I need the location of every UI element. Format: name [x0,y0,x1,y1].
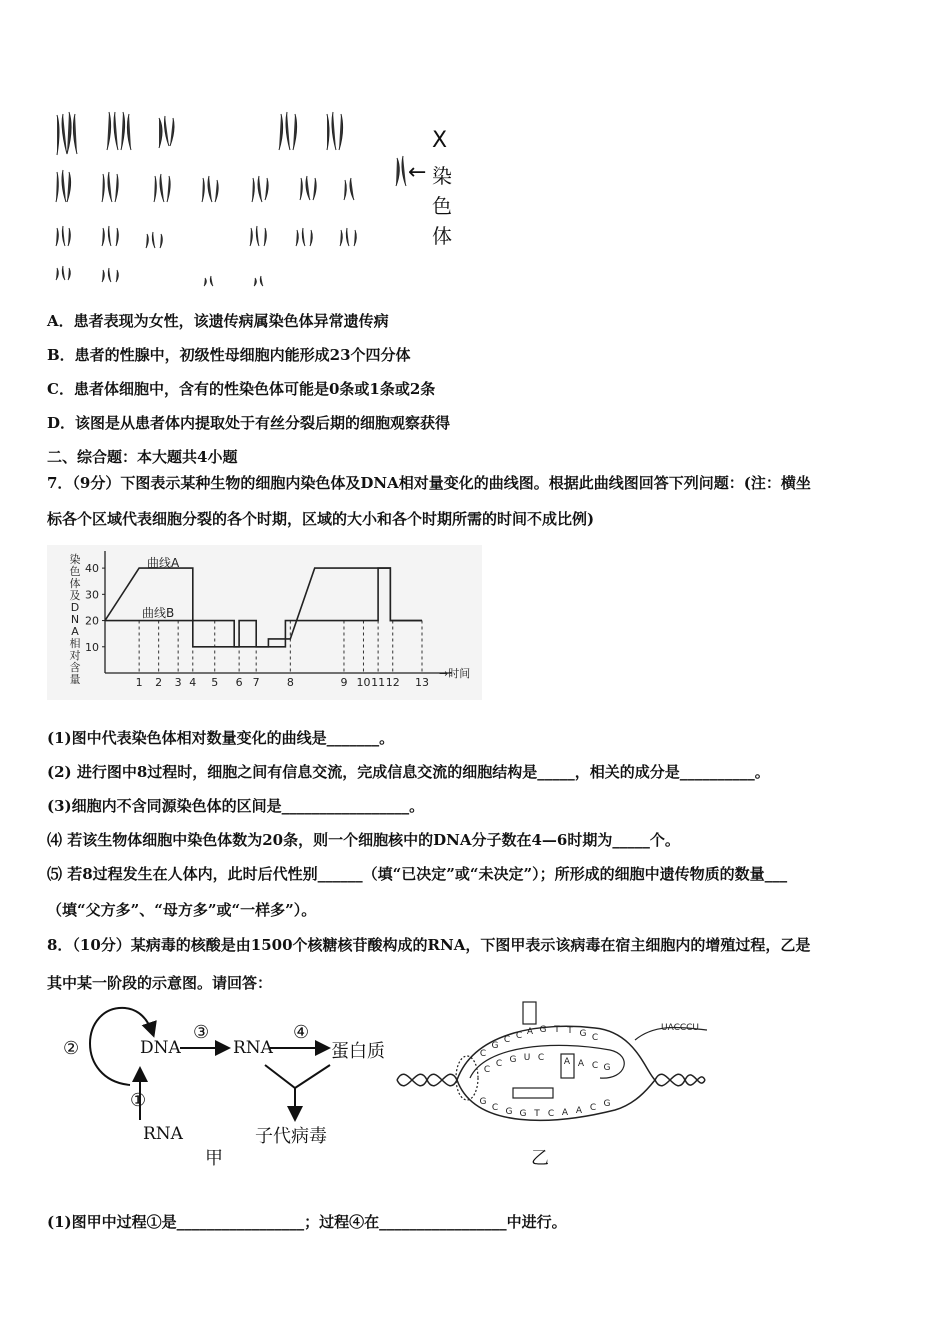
top-base-2: G [491,1041,499,1051]
option-a: A．患者表现为女性，该遗传病属染色体异常遗传病 [47,312,389,330]
top-base-8: T [567,1026,573,1036]
rna-base-2: C [495,1059,503,1069]
top-base-7: T [554,1025,560,1035]
diagram-jia-arrows [55,1000,395,1170]
q8-sub1: (1)图甲中过程①是_________________；过程④在_________________中进行。 [47,1213,567,1231]
rna-base-9: G [603,1063,611,1073]
rna-base-1: C [483,1065,491,1075]
label-char-2: 色 [432,194,452,218]
x-tick-label-12: 12 [385,676,400,689]
bottom-base-3: G [505,1107,513,1117]
karyotype-figure [47,100,467,295]
y-axis-label-char: 对 [69,649,81,662]
bottom-base-7: A [561,1108,569,1118]
bottom-base-2: C [491,1103,499,1113]
x-tick-label-7: 7 [252,676,260,689]
y-axis-label-char: 含 [69,661,81,674]
option-c: C．患者体细胞中，含有的性染色体可能是0条或1条或2条 [47,380,436,398]
q8-stem-line1: 8．（10分）某病毒的核酸是由1500个核糖核苷酸构成的RNA，下图甲表示该病毒在宿主细胞内的增殖过程，乙是 [47,936,811,954]
process-4-label: ④ [293,1022,310,1043]
rna-base-3: G [509,1055,517,1065]
y-axis-label-char: D [70,601,80,614]
option-d: D．该图是从患者体内提取处于有丝分裂后期的细胞观察获得 [47,414,451,432]
offspring-virus-node: 子代病毒 [255,1126,327,1147]
top-base-10: C [591,1033,599,1043]
process-1-label: ① [130,1090,147,1111]
bottom-base-9: C [589,1103,597,1113]
q8-stem-line2: 其中某一阶段的示意图。请回答： [47,974,273,992]
diagram-yi [395,1000,715,1170]
rna-bottom-node: RNA [143,1124,183,1144]
top-base-4: C [515,1031,523,1041]
x-axis-label: →时间 [439,667,471,680]
q7-sub5-line1: ⑸ 若8过程发生在人体内，此时后代性别______（填“已决定”或“未决定”）；所形成的细胞中遗传物质的数量___ [47,865,788,883]
q7-sub1: (1)图中代表染色体相对数量变化的曲线是_______。 [47,729,395,747]
x-tick-label-5: 5 [211,676,219,689]
chart-svg [47,545,482,700]
process-2-label: ② [63,1038,80,1059]
y-axis-label-char: 及 [69,589,81,602]
caption-jia: 甲 [205,1148,223,1169]
bottom-base-8: A [575,1106,583,1116]
protein-node: 蛋白质 [331,1041,385,1062]
top-base-9: G [579,1029,587,1039]
y-tick-label-30: 30 [85,588,99,602]
rna-base-7: A [577,1059,585,1069]
y-axis-label-char: A [71,625,79,638]
chromosome-dna-chart [47,545,482,700]
q7-sub4: ⑷ 若该生物体细胞中染色体数为20条，则一个细胞核中的DNA分子数在4—6时期为_____个。 [47,831,680,849]
x-tick-label-13: 13 [415,676,429,689]
top-base-6: G [539,1025,547,1035]
diagram-jia [55,1000,395,1170]
y-tick-label-20: 20 [85,614,99,628]
x-tick-label-10: 10 [356,676,371,689]
caption-yi: 乙 [531,1148,549,1169]
y-axis-label-char: 色 [69,565,81,578]
x-tick-label-2: 2 [155,676,163,689]
x-chromosome-arrow: ← [408,160,427,185]
series-label-2: 曲线B [142,606,175,620]
bottom-base-1: G [479,1097,487,1107]
process-3-label: ③ [193,1022,210,1043]
rna-base-4: U [523,1053,531,1063]
label-char-3: 体 [432,224,452,248]
y-axis-label-char: 体 [69,577,81,590]
bottom-base-10: G [603,1099,611,1109]
bottom-base-6: C [547,1109,555,1119]
rna-node: RNA [233,1038,273,1058]
y-axis-label-char: 染 [69,553,81,566]
y-axis-label-char: N [70,613,80,626]
series-label-1: 曲线A [147,556,180,570]
top-base-5: A [526,1027,534,1037]
y-tick-label-40: 40 [85,562,99,576]
label-char-1: 染 [432,164,452,188]
x-tick-label-6: 6 [235,676,243,689]
y-axis-label-char: 相 [69,637,81,650]
rna-base-5: C [537,1053,545,1063]
q7-stem-line2: 标各个区域代表细胞分裂的各个时期，区域的大小和各个时期所需的时间不成比例) [47,510,595,528]
q7-sub5-line2: （填“父方多”、“母方多”或“一样多”）。 [47,901,317,919]
q7-sub3: (3)细胞内不含同源染色体的区间是_________________。 [47,797,425,815]
q7-sub2: (2) 进行图中8过程时，细胞之间有信息交流，完成信息交流的细胞结构是_____，相关的成分是__________。 [47,763,770,781]
rna-base-6: A [563,1057,571,1067]
bottom-base-4: G [519,1109,527,1119]
y-tick-label-10: 10 [85,640,99,654]
chromosome-spread [47,100,467,295]
q7-stem-line1: 7．（9分）下图表示某种生物的细胞内染色体及DNA相对量变化的曲线图。根据此曲线图回答下列问题：(注：横坐 [47,474,811,492]
x-tick-label-11: 11 [371,676,386,689]
diagram-yi-svg [395,1000,715,1140]
rna-tail-sequence: UACCCU [660,1023,700,1033]
x-tick-label-4: 4 [189,676,197,689]
dna-node: DNA [140,1038,181,1058]
section-heading: 二、综合题：本大题共4小题 [47,448,238,466]
option-b: B．患者的性腺中，初级性母细胞内能形成23个四分体 [47,346,411,364]
x-tick-label-1: 1 [135,676,143,689]
x-tick-label-8: 8 [286,676,294,689]
x-chromosome-label: X [432,128,448,153]
bottom-base-5: T [534,1109,540,1119]
top-base-3: C [503,1035,511,1045]
x-tick-label-9: 9 [340,676,348,689]
top-base-1: C [479,1049,487,1059]
rna-base-8: C [591,1061,599,1071]
y-axis-label-char: 量 [69,673,81,686]
x-tick-label-3: 3 [174,676,182,689]
